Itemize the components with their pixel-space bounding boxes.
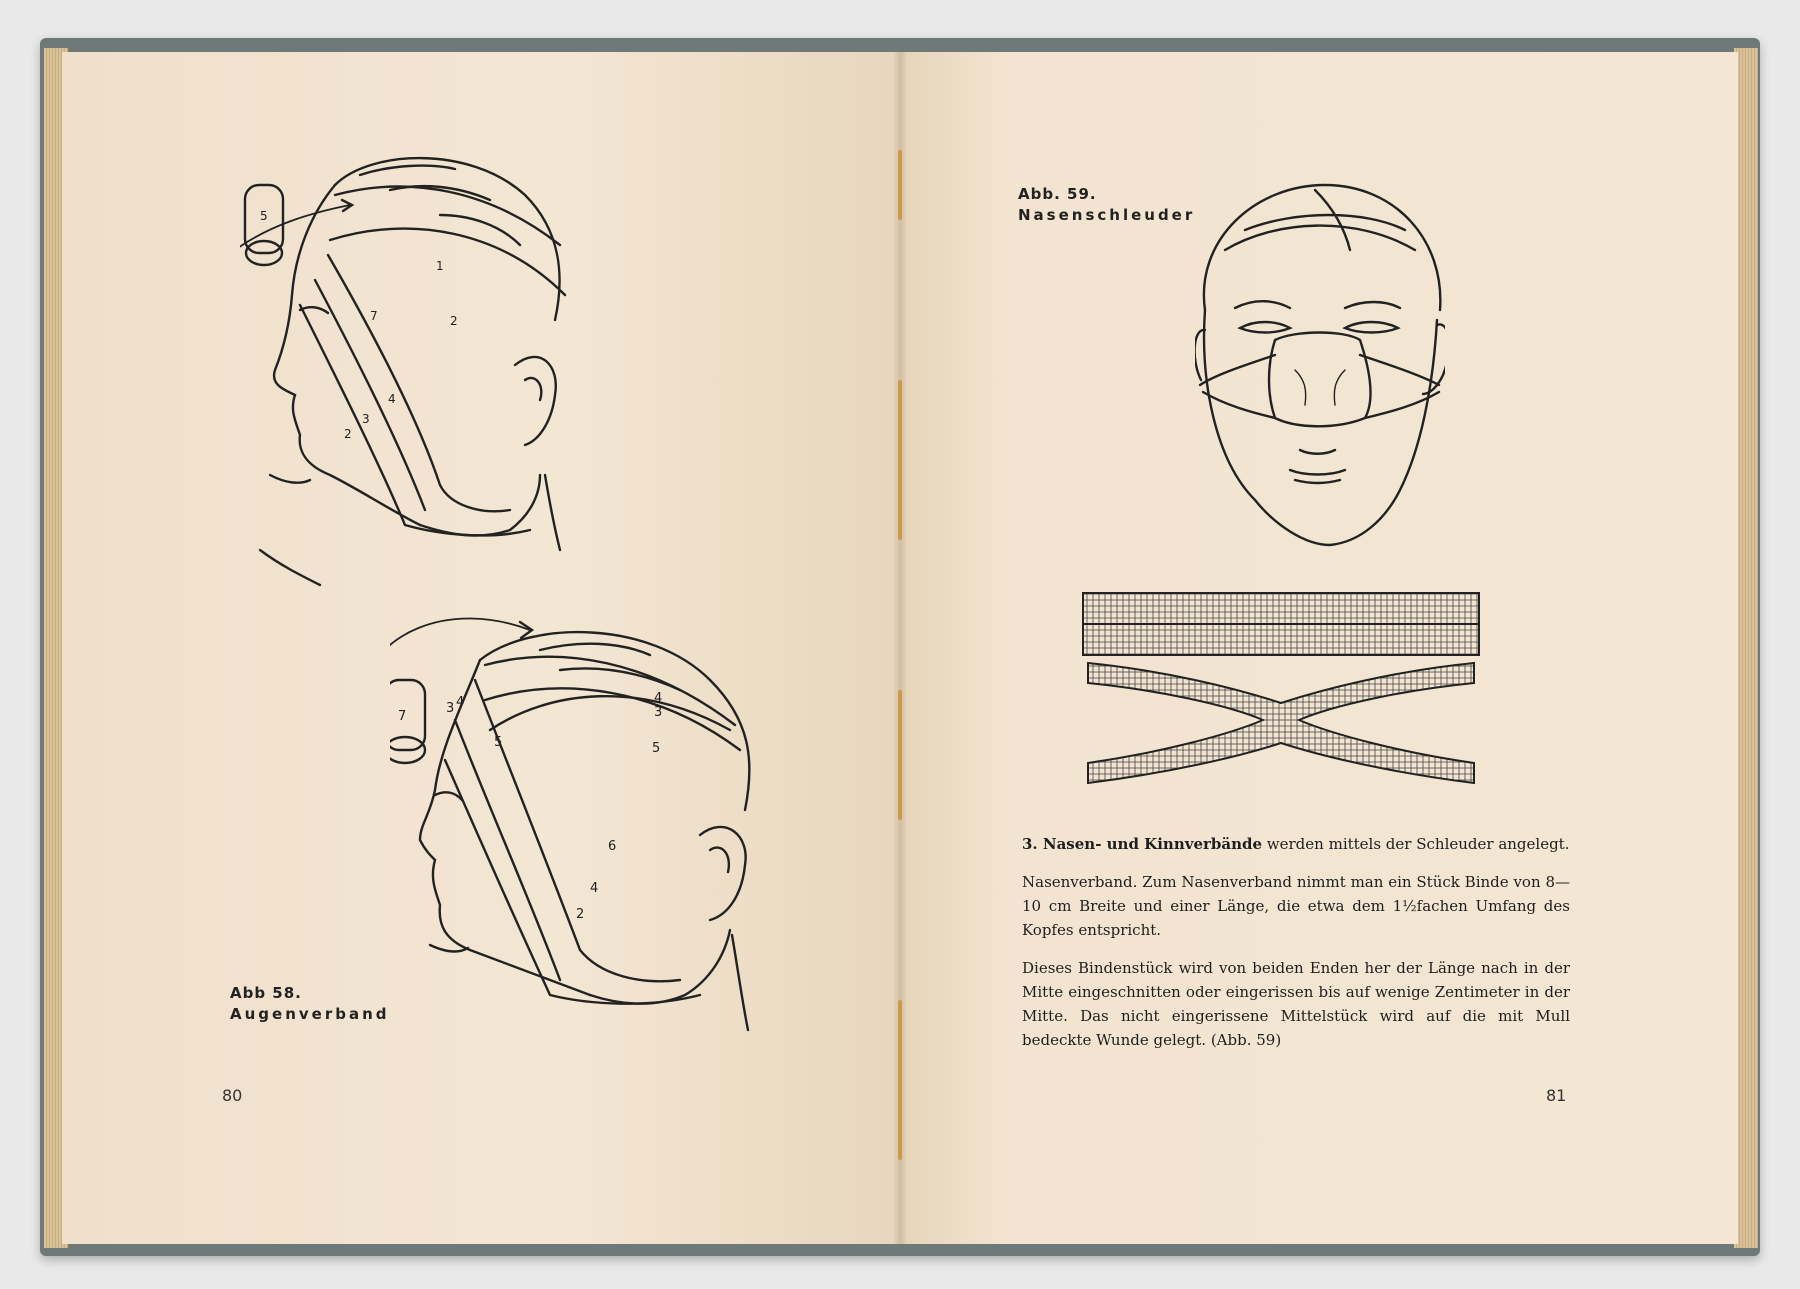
section-heading-rest: werden mittels der Schleuder angelegt.: [1262, 835, 1570, 853]
eye-bandage-illustration-top: [240, 145, 570, 600]
paragraph-nose-bandage: [1022, 870, 1570, 942]
binding-thread: [898, 380, 902, 540]
figure-58-caption: [230, 983, 390, 1025]
bandage-turn-number: 4: [388, 392, 396, 406]
sling-bandage-strips: [1078, 585, 1484, 793]
bandage-turn-number: 6: [608, 839, 617, 854]
paragraph-bandage-piece: Dieses Bindenstück wird von beiden Enden her der Länge nach in der Mitte eingeschnitten oder eingerissen bis auf wenige Zentimeter in der Mitte. Das nicht eingerissene Mittelstück wird auf die mit Mull bedeckte Wunde gelegt. (Abb. 59): [1022, 959, 1570, 1049]
bandage-turn-number: 7: [370, 309, 378, 323]
bandage-turn-number: 3: [362, 412, 370, 426]
bandage-turn-number: 2: [344, 427, 352, 441]
bandage-turn-number: 7: [398, 709, 407, 724]
figure-59-number: Abb. 59.: [1018, 185, 1097, 203]
bandage-turn-number: 1: [436, 259, 444, 273]
figure-59-caption: [1018, 184, 1195, 226]
section-heading: 3. Nasen- und Kinnverbände: [1022, 835, 1263, 853]
bandage-turn-number: 5: [260, 209, 268, 223]
figure-58-title: Augenverband: [230, 1005, 390, 1023]
paragraph-nose-chin-bandages: [1022, 832, 1570, 856]
strip-drawing: [1078, 585, 1484, 793]
bandage-turn-number: 4: [456, 695, 465, 710]
binding-thread: [898, 150, 902, 220]
face-drawing: [1195, 180, 1445, 565]
bandage-turn-number: 4: [590, 881, 599, 896]
binding-thread: [898, 690, 902, 820]
left-page-number: 80: [222, 1086, 243, 1105]
eye-bandage-illustration-bottom: [390, 610, 790, 1070]
head-drawing-top: [240, 145, 570, 600]
bandage-turn-number: 3: [654, 705, 663, 720]
right-page-body: [1022, 832, 1570, 1066]
nose-sling-illustration: [1195, 180, 1445, 565]
figure-58-number: Abb 58.: [230, 984, 302, 1002]
bandage-turn-number: 3: [446, 701, 455, 716]
bandage-turn-number: 4: [654, 691, 663, 706]
right-page-number: 81: [1546, 1086, 1567, 1105]
nose-bandage-lead: Nasenverband.: [1022, 873, 1138, 891]
binding-thread: [898, 1000, 902, 1160]
bandage-turn-number: 5: [494, 735, 503, 750]
bandage-turn-number: 2: [576, 907, 585, 922]
head-drawing-bottom: [390, 610, 790, 1070]
bandage-turn-number: 5: [652, 741, 661, 756]
nose-bandage-text: Zum Nasenverband nimmt man ein Stück Binde von 8—10 cm Breite und einer Länge, die etwa dem 1½fachen Umfang des Kopfes entspricht.: [1022, 873, 1570, 939]
figure-59-title: Nasenschleuder: [1018, 206, 1196, 224]
bandage-turn-number: 2: [450, 314, 458, 328]
